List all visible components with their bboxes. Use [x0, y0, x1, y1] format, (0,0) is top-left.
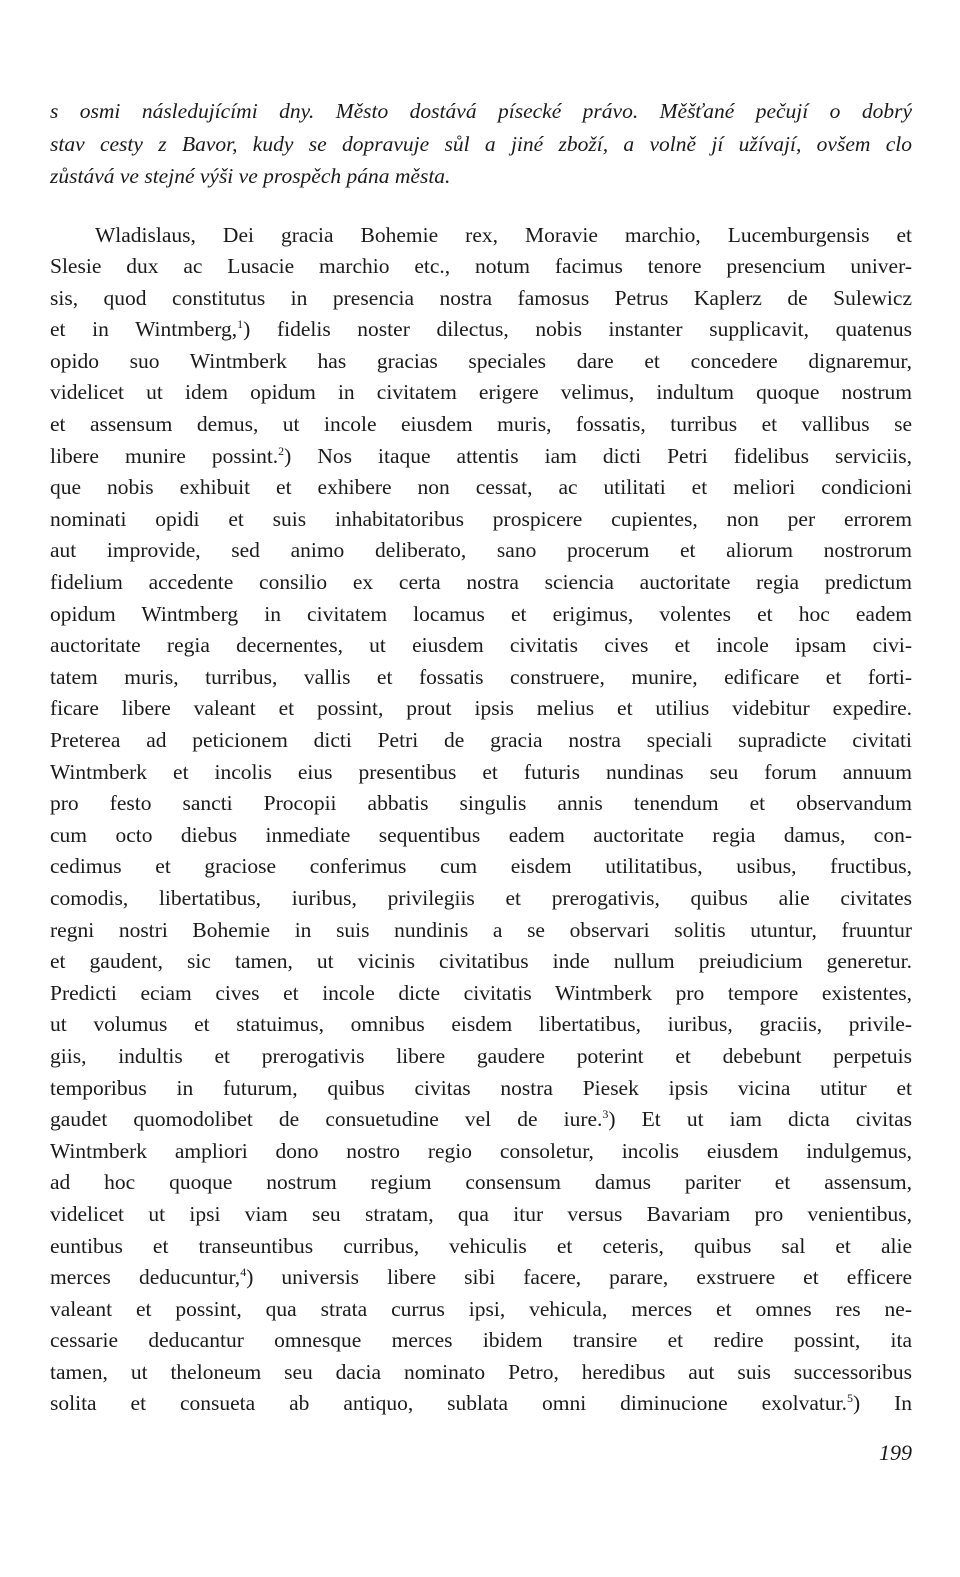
- text-fragment: ) universis libere sibi facere, parare, exstruere et efficere: [246, 1265, 912, 1290]
- footnote-mark[interactable]: 5: [846, 1391, 853, 1406]
- text-line: et gaudent, sic tamen, ut vicinis civitatibus inde nullum preiudicium generetur.: [50, 949, 912, 974]
- text-fragment: ) Et ut iam dicta civitas: [608, 1107, 912, 1132]
- footnote-mark[interactable]: 3: [602, 1107, 609, 1122]
- text-line: que nobis exhibuit et exhibere non cessat, ac utilitati et meliori condicioni: [50, 475, 912, 500]
- czech-summary: [50, 95, 912, 193]
- text-line: [50, 1104, 912, 1136]
- text-line: [50, 441, 912, 473]
- text-line: opidum Wintmberg in civitatem locamus et erigimus, volentes et hoc eadem: [50, 601, 912, 626]
- text-line: et assensum demus, ut incole eiusdem muris, fossatis, turribus et vallibus se: [50, 412, 912, 437]
- text-line: videlicet ut ipsi viam seu stratam, qua itur versus Bavariam pro venientibus,: [50, 1201, 912, 1226]
- text-line: [50, 1388, 912, 1420]
- text-line: ficare libere valeant et possint, prout ipsis melius et utilius videbitur expedire.: [50, 696, 912, 721]
- text-fragment: et in Wintmberg,: [50, 317, 238, 342]
- text-line: cedimus et graciose conferimus cum eisdem utilitatibus, usibus, fructibus,: [50, 854, 912, 879]
- footnote-mark[interactable]: 2: [278, 443, 285, 458]
- text-line: Wladislaus, Dei gracia Bohemie rex, Moravie marchio, Lucemburgensis et: [95, 222, 912, 247]
- text-line: ad hoc quoque nostrum regium consensum damus pariter et assensum,: [50, 1170, 912, 1195]
- text-line: comodis, libertatibus, iuribus, privilegiis et prerogativis, quibus alie civitates: [50, 885, 912, 910]
- text-line: cessarie deducantur omnesque merces ibidem transire et redire possint, ita: [50, 1328, 912, 1353]
- text-line: ut volumus et statuimus, omnibus eisdem libertatibus, iuribus, graciis, privile-: [50, 1012, 912, 1037]
- text-line: giis, indultis et prerogativis libere gaudere poterint et debebunt perpetuis: [50, 1043, 912, 1068]
- text-fragment: ) fidelis noster dilectus, nobis instanter supplicavit, quatenus: [243, 317, 912, 342]
- text-line: nominati opidi et suis inhabitatoribus prospicere cupientes, non per errorem: [50, 506, 912, 531]
- summary-line: s osmi následujícími dny. Město dostává písecké právo. Měšťané pečují o dobrý: [50, 99, 912, 123]
- text-line: [50, 314, 912, 346]
- summary-line: zůstává ve stejné výši ve prospěch pána města.: [50, 164, 451, 188]
- text-line: Wintmberk et incolis eius presentibus et futuris nundinas seu forum annuum: [50, 759, 912, 784]
- text-fragment: gaudet quomodolibet de consuetudine vel de iure.: [50, 1107, 603, 1132]
- footnote-mark[interactable]: 4: [240, 1265, 247, 1280]
- text-line: Preterea ad peticionem dicti Petri de gracia nostra speciali supradicte civitati: [50, 728, 912, 752]
- document-page: [50, 95, 912, 1420]
- text-fragment: ) In: [852, 1391, 912, 1416]
- summary-line: stav cesty z Bavor, kudy se dopravuje sůl a jiné zboží, a volně jí užívají, ovšem clo: [50, 131, 912, 156]
- text-line: cum octo diebus inmediate sequentibus eadem auctoritate regia damus, con-: [50, 822, 912, 847]
- text-line: tatem muris, turribus, vallis et fossatis construere, munire, edificare et forti-: [50, 664, 912, 689]
- text-line: sis, quod constitutus in presencia nostra famosus Petrus Kaplerz de Sulewicz: [50, 285, 912, 310]
- text-fragment: libere munire possint.: [50, 443, 279, 468]
- text-line: regni nostri Bohemie in suis nundinis a se observari solitis utuntur, fruuntur: [50, 917, 912, 942]
- text-line: Slesie dux ac Lusacie marchio etc., notum facimus tenore presencium univer-: [50, 254, 912, 279]
- text-line: Predicti eciam cives et incole dicte civitatis Wintmberk pro tempore existentes,: [50, 980, 912, 1005]
- text-line: opido suo Wintmberk has gracias speciales dare et concedere dignaremur,: [50, 348, 912, 373]
- text-fragment: solita et consueta ab antiquo, sublata omni diminucione exolvatur.: [50, 1391, 847, 1416]
- text-line: auctoritate regia decernentes, ut eiusdem civitatis cives et incole ipsam civi-: [50, 633, 912, 658]
- text-fragment: merces deducuntur,: [50, 1265, 241, 1290]
- text-line: [50, 1262, 912, 1294]
- text-line: euntibus et transeuntibus curribus, vehiculis et ceteris, quibus sal et alie: [50, 1233, 912, 1258]
- text-line: videlicet ut idem opidum in civitatem erigere velimus, indultum quoque nostrum: [50, 380, 912, 405]
- text-line: pro festo sancti Procopii abbatis singulis annis tenendum et observandum: [50, 791, 912, 816]
- text-line: valeant et possint, qua strata currus ipsi, vehicula, merces et omnes res ne-: [50, 1296, 912, 1321]
- text-line: Wintmberk ampliori dono nostro regio consoletur, incolis eiusdem indulgemus,: [50, 1138, 912, 1163]
- footnote-mark[interactable]: 1: [237, 317, 244, 332]
- page-number: 199: [879, 1440, 912, 1465]
- text-fragment: ) Nos itaque attentis iam dicti Petri fidelibus serviciis,: [284, 443, 912, 468]
- text-line: tamen, ut theloneum seu dacia nominato Petro, heredibus aut suis successoribus: [50, 1359, 912, 1384]
- text-line: fidelium accedente consilio ex certa nostra sciencia auctoritate regia predictum: [50, 570, 912, 595]
- text-line: temporibus in futurum, quibus civitas nostra Piesek ipsis vicina utitur et: [50, 1075, 912, 1100]
- text-line: aut improvide, sed animo deliberato, sano procerum et aliorum nostrorum: [50, 538, 912, 563]
- latin-charter-text: [50, 220, 912, 1421]
